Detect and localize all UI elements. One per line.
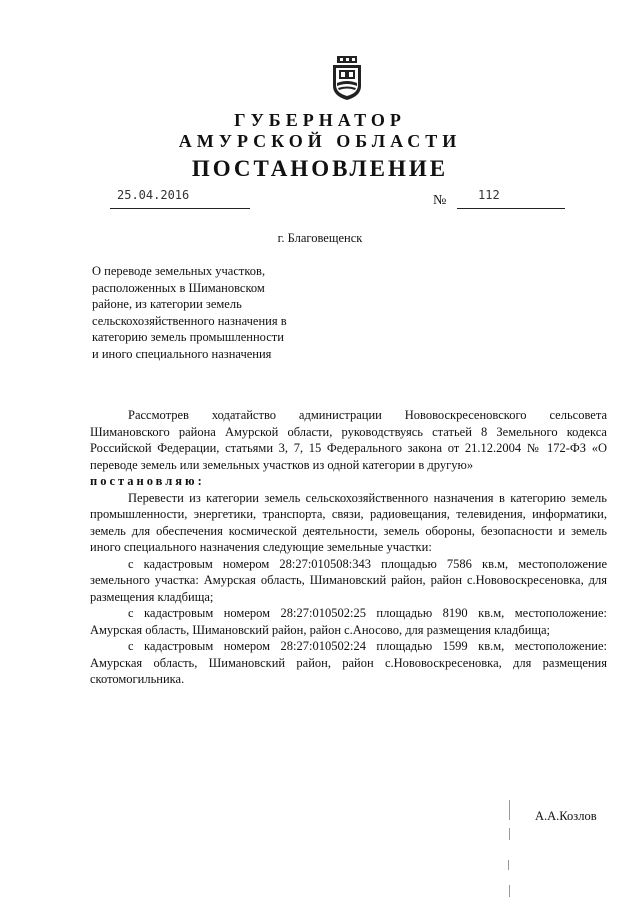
signature-name: А.А.Козлов <box>535 809 597 823</box>
subject-line: и иного специального назначения <box>92 346 272 361</box>
resolve-word: постановляю: <box>90 474 205 488</box>
number-sign: № <box>433 193 447 208</box>
subject-line: сельскохозяйственного назначения в <box>92 313 287 328</box>
scan-artifact <box>508 860 509 870</box>
subject-line: расположенных в Шимановском <box>92 280 265 295</box>
document-subject <box>92 263 342 362</box>
scan-artifact <box>509 828 510 840</box>
date-underline <box>110 208 250 209</box>
subject-line: О переводе земельных участков, <box>92 264 266 278</box>
decision-paragraph: Перевести из категории земель сельскохозяйственного назначения в категорию земель промышленности, энергетики, транспорта, связи, радиовещания, телевидения, информатики, земель для обеспечения космической деятельности, земель обороны, безопасности и земель иного специального назначения следующие земельные участки: <box>90 490 607 554</box>
subject-line: районе, из категории земель <box>92 297 242 311</box>
scan-artifact <box>509 800 510 820</box>
plot-item: с кадастровым номером 28:27:010508:343 площадью 7586 кв.м, местоположение земельного участка: Амурская область, Шимановский район, район с.Нововоскресеновка, для размещения кладбища; <box>90 556 607 604</box>
region-title: АМУРСКОЙ ОБЛАСТИ <box>178 131 462 151</box>
plot-item: с кадастровым номером 28:27:010502:24 площадью 1599 кв.м, местоположение: Амурская область, Шимановский район, район с.Нововоскресеновка, для размещения скотомогильника. <box>90 639 607 686</box>
number-underline <box>457 208 565 209</box>
document-body <box>90 407 607 688</box>
document-date: 25.04.2016 <box>117 188 190 202</box>
document-number: 112 <box>478 188 500 202</box>
city: г. Благовещенск <box>277 231 363 245</box>
amur-region-coat-of-arms-icon <box>327 56 367 100</box>
scan-artifact <box>509 885 510 897</box>
document-type: ПОСТАНОВЛЕНИЕ <box>191 156 449 181</box>
subject-line: категорию земель промышленности <box>92 330 284 344</box>
intro-paragraph: Рассмотрев ходатайство администрации Нововоскресеновского сельсовета Шимановского района Амурской области, руководствуясь статьей 8 Земельного кодекса Российской Федерации, статьями 3, 7, 15 Федерального закона от 21.12.2004 № 172-ФЗ «О переводе земель или земельных участков из одной категории в другую» <box>90 408 607 472</box>
plot-item: с кадастровым номером 28:27:010502:25 площадью 8190 кв.м, местоположение: Амурская область, Шимановский район, район с.Аносово, для размещения кладбища; <box>90 606 607 637</box>
governor-title: ГУБЕРНАТОР <box>234 110 406 130</box>
